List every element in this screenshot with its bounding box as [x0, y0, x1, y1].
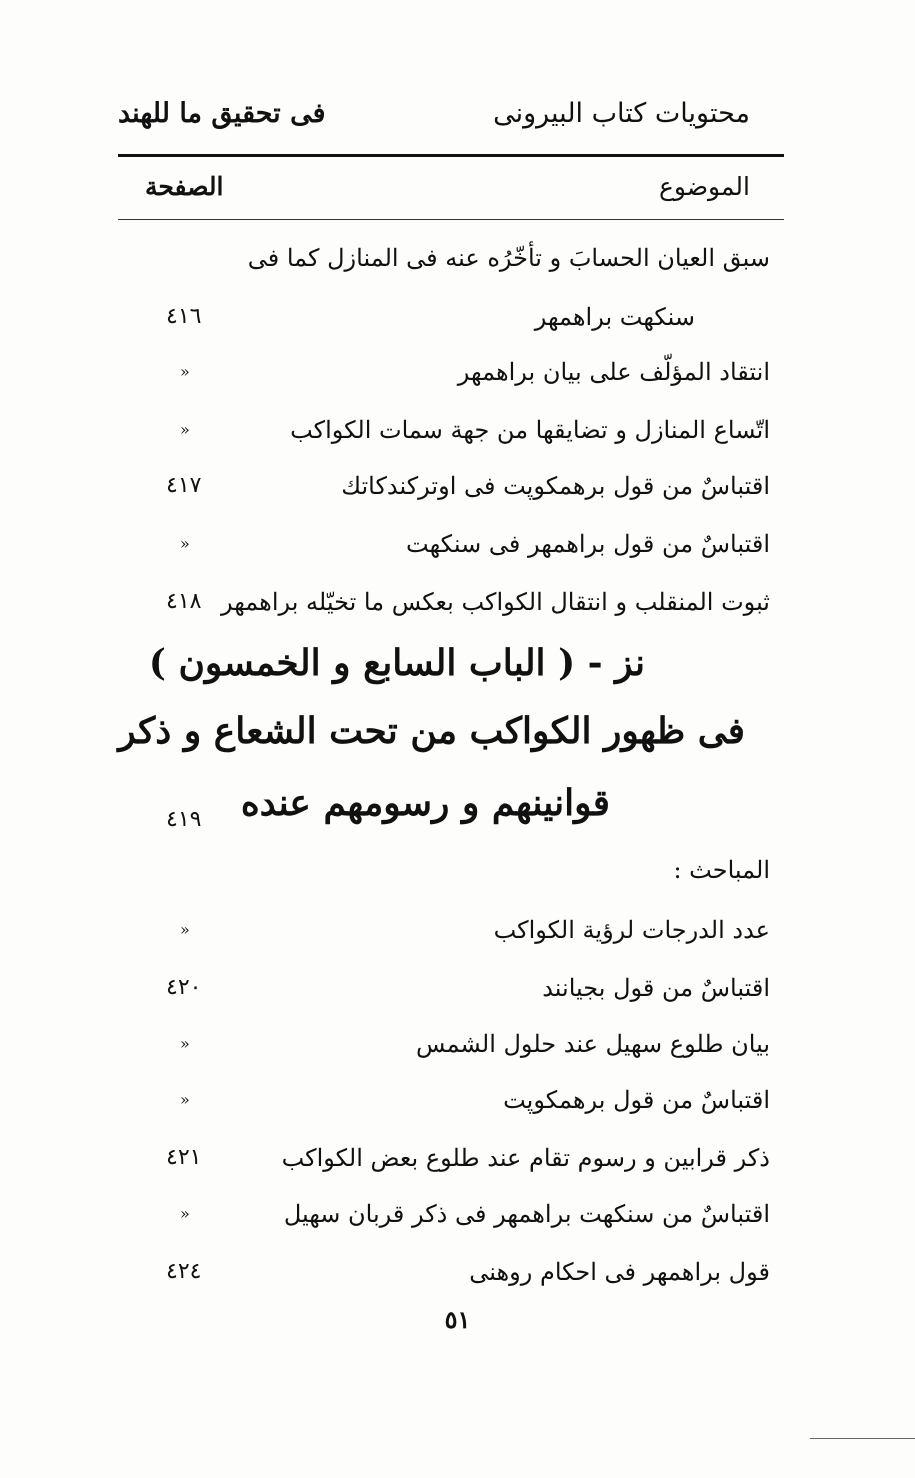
toc-entry [130, 408, 770, 452]
ditto-mark: » [180, 920, 190, 939]
toc-entry [130, 1192, 770, 1236]
entry-text: سنكهت براهمهر [534, 303, 695, 331]
toc-entry [130, 464, 770, 508]
entry-text: اقتباسٌ من قول بجيانند [542, 974, 770, 1002]
column-header-page: الصفحة [145, 172, 224, 201]
entry-text: اقتباسٌ من قول برهمكوپت فى اوتركندكاتك [341, 472, 770, 500]
entry-text: عدد الدرجات لرؤية الكواكب [493, 916, 770, 944]
entry-page-number: ٤٢١ [166, 1145, 202, 1170]
ditto-mark: » [180, 534, 190, 553]
column-rule [118, 219, 784, 220]
toc-entry [130, 522, 770, 566]
running-header-book: فى تحقيق ما للهند [118, 98, 326, 129]
ditto-mark: » [180, 420, 190, 439]
toc-entry [130, 236, 770, 280]
toc-entry [130, 1136, 770, 1180]
entry-text: قول براهمهر فى احكام روهنى [469, 1258, 770, 1286]
entry-text: اقتباسٌ من قول برهمكوپت [503, 1086, 770, 1114]
entry-text: اقتباسٌ من قول براهمهر فى سنكهت [406, 530, 770, 558]
toc-entry [130, 350, 770, 394]
entry-text: انتقاد المؤلّف على بيان براهمهر [457, 358, 770, 386]
entry-page-number: ٤١٧ [166, 473, 202, 498]
entry-text: سبق العيان الحسابَ و تأخّرُه عنه فى المنازل كما فى [247, 244, 770, 272]
chapter-page-number: ٤١٩ [166, 807, 202, 832]
toc-entry [130, 295, 770, 339]
running-header-title: محتويات كتاب البيرونى [493, 98, 750, 129]
entry-page-number: ٤١٦ [166, 304, 202, 329]
entry-page-number: ٤٢٠ [166, 975, 202, 1000]
chapter-number-title: نز - ( الباب السابع و الخمسون ) [148, 642, 645, 684]
entry-text: اقتباسٌ من سنكهت براهمهر فى ذكر قربان سهيل [283, 1200, 770, 1228]
ditto-mark: » [180, 362, 190, 381]
page-folio-number: ٥١ [444, 1305, 471, 1334]
toc-entry [130, 1078, 770, 1122]
entry-page-number: ٤١٨ [166, 589, 202, 614]
ditto-mark: » [180, 1204, 190, 1223]
toc-entry [130, 580, 770, 624]
footer-rule [810, 1438, 915, 1439]
entry-text: بيان طلوع سهيل عند حلول الشمس [416, 1030, 770, 1058]
toc-entry [130, 1250, 770, 1294]
toc-entry [130, 1022, 770, 1066]
sections-label: المباحث : [673, 856, 770, 884]
entry-text: ثبوت المنقلب و انتقال الكواكب بعكس ما تخيّله براهمهر [221, 588, 770, 616]
column-header-topic: الموضوع [659, 172, 750, 201]
entry-page-number: ٤٢٤ [166, 1259, 202, 1284]
toc-entry [130, 966, 770, 1010]
ditto-mark: » [180, 1090, 190, 1109]
ditto-mark: » [180, 1034, 190, 1053]
header-rule [118, 154, 784, 157]
entry-text: اتّساع المنازل و تضايقها من جهة سمات الكواكب [290, 416, 770, 444]
toc-entry [130, 908, 770, 952]
chapter-title-line: فى ظهور الكواكب من تحت الشعاع و ذكر [118, 710, 745, 752]
entry-text: ذكر قرابين و رسوم تقام عند طلوع بعض الكواكب [281, 1144, 770, 1172]
chapter-page-row [130, 798, 770, 842]
chapter-title-line: قوانينهم و رسومهم عنده [240, 782, 610, 824]
sections-label-row [130, 848, 770, 892]
